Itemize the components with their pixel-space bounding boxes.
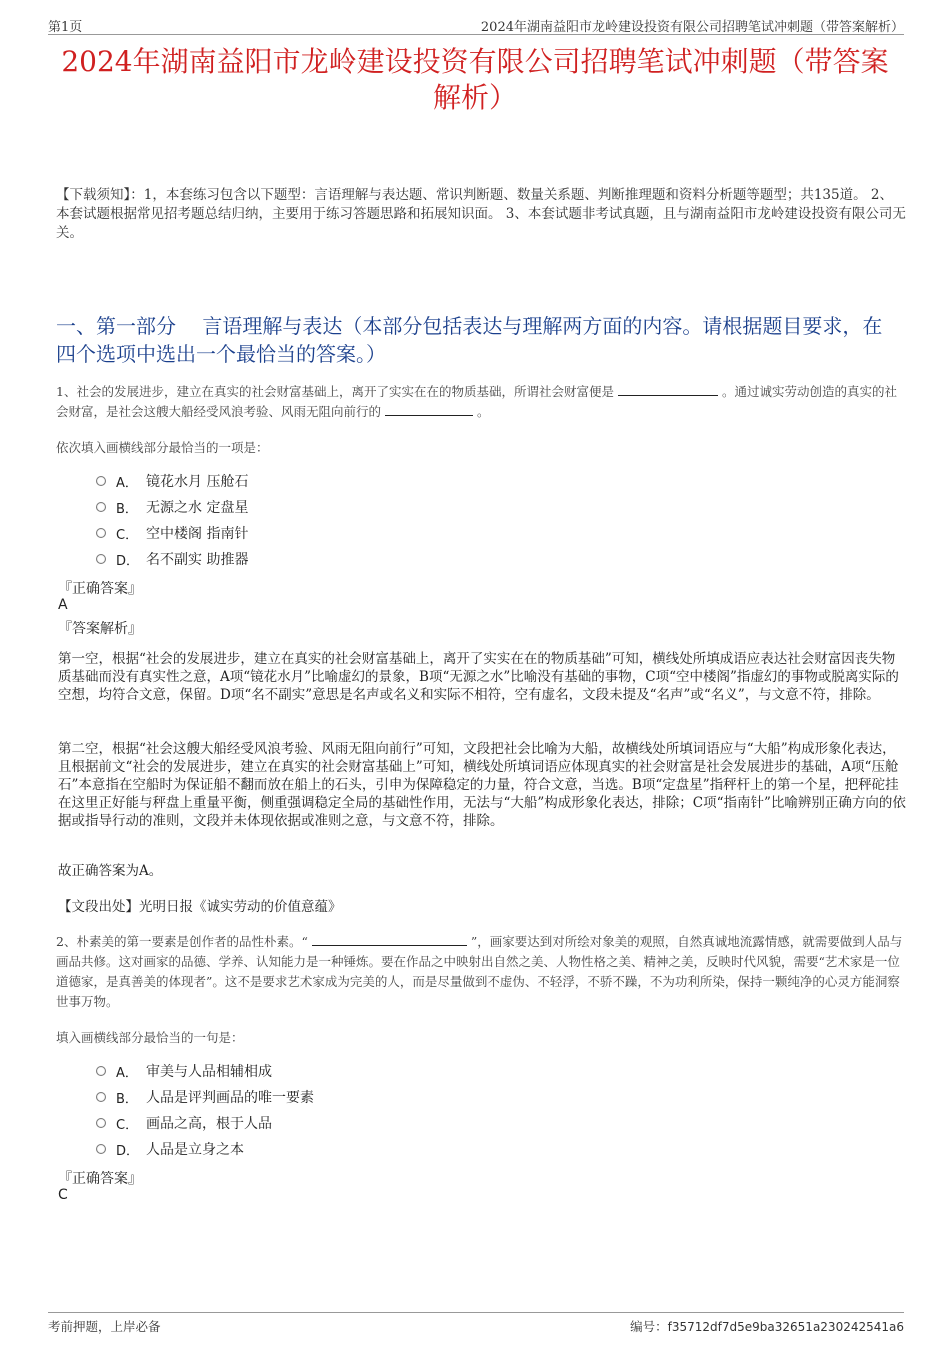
page-title: 2024年湖南益阳市龙岭建设投资有限公司招聘笔试冲刺题（带答案解析） (61, 45, 889, 114)
radio-icon[interactable] (96, 1144, 106, 1154)
option-b[interactable] (96, 1084, 314, 1110)
answer-label: 『正确答案』 (58, 581, 142, 597)
code-value: f35712df7d5e9ba32651a230242541a6 (667, 1320, 904, 1334)
conclusion: 故正确答案为A。 (58, 863, 163, 879)
source-citation: 【文段出处】光明日报《诚实劳动的价值意蕴》 (58, 899, 342, 915)
fill-blank (385, 403, 473, 416)
page-number: 第1页 (48, 20, 83, 35)
fill-blank (618, 383, 718, 396)
option-text: 名不副实 助推器 (146, 552, 249, 568)
question-2-text-b: ”，画家要达到对所绘对象美的观照，自然真诚地流露情感，就需要做到人品与画品共修。这对画家的品德、学养、认知能力是一种锤炼。要在作品之中映射出自然之美、人物性格之美、精神之美，反映时代风貌，需要“艺术家是一位道德家，是真善美的体现者”。这不是要求艺术家成为完美的人，而是尽量做到不虚伪、不轻浮，不骄不躁，不为功利所染，保持一颗纯净的心灵方能洞察世事万物。 (56, 934, 903, 1009)
question-1-text-a: 1、社会的发展进步，建立在真实的社会财富基础上，离开了实实在在的物质基础，所谓社会财富便是 (56, 384, 614, 399)
question-2-text-a: 2、朴素美的第一要素是创作者的品性朴素。“ (56, 934, 308, 949)
option-text: 人品是立身之本 (146, 1142, 244, 1158)
option-text: 画品之高，根于人品 (146, 1116, 272, 1132)
question-1-text-c: 。 (476, 404, 490, 419)
radio-icon[interactable] (96, 1118, 106, 1128)
option-text: 空中楼阁 指南针 (146, 526, 249, 542)
page-footer (48, 1312, 904, 1335)
page-header (48, 14, 904, 35)
option-a[interactable] (96, 468, 248, 494)
option-d[interactable] (96, 1136, 314, 1162)
fill-blank (312, 933, 467, 946)
radio-icon[interactable] (96, 502, 106, 512)
option-d[interactable] (96, 546, 248, 572)
option-letter: D． (116, 553, 140, 569)
option-letter: C． (116, 527, 139, 543)
option-a[interactable] (96, 1058, 314, 1084)
option-letter: B． (116, 501, 138, 517)
question-1-options (96, 468, 248, 572)
footer-code (630, 1317, 904, 1335)
question-2-stem (56, 932, 906, 1012)
download-notice: 【下载须知】：1，本套练习包含以下题型：言语理解与表达题、常识判断题、数量关系题、判断推理题和资料分析题等题型；共135道。 2、本套试题根据常见招考题总结归纳，主要用于练习答题思路和拓展知识面。 3、本套试题非考试真题，且与湖南益阳市龙岭建设投资有限公司无关。 (56, 187, 906, 241)
question-1-prompt: 依次填入画横线部分最恰当的一项是： (56, 440, 269, 455)
answer-label: 『正确答案』 (58, 1171, 142, 1187)
option-letter: A． (116, 475, 138, 491)
question-1-text-b: 。通过诚实劳动创造的真实的社会财富，是社会这艘大船经受风浪考验、风雨无阻向前行的 (56, 384, 897, 419)
option-c[interactable] (96, 520, 248, 546)
section-heading: 一、第一部分 言语理解与表达（本部分包括表达与理解两方面的内容。请根据题目要求，在四个选项中选出一个最恰当的答案。） (56, 314, 883, 366)
radio-icon[interactable] (96, 528, 106, 538)
option-text: 无源之水 定盘星 (146, 500, 249, 516)
analysis-paragraph-1: 第一空，根据“社会的发展进步，建立在真实的社会财富基础上，离开了实实在在的物质基础”可知，横线处所填成语应表达社会财富因丧失物质基础而没有真实性之意，A项“镜花水月”比喻虚幻的景象，B项“无源之水”比喻没有基础的事物，C项“空中楼阁”指虚幻的事物或脱离实际的空想，均符合文意，保留。D项“名不副实”意思是名声或名义和实际不相符，空有虚名，文段未提及“名声”或“名义”，与文意不符，排除。 (58, 651, 899, 703)
code-label: 编号： (630, 1319, 668, 1334)
answer-value: C (58, 1187, 68, 1203)
header-doc-title: 2024年湖南益阳市龙岭建设投资有限公司招聘笔试冲刺题（带答案解析） (480, 20, 904, 35)
analysis-label: 『答案解析』 (58, 621, 142, 637)
option-b[interactable] (96, 494, 248, 520)
question-1-stem (56, 382, 906, 422)
option-letter: B． (116, 1091, 138, 1107)
option-letter: A． (116, 1065, 138, 1081)
analysis-paragraph-2: 第二空，根据“社会这艘大船经受风浪考验、风雨无阻向前行”可知，文段把社会比喻为大船，故横线处所填词语应与“大船”构成形象化表达，且根据前文“社会的发展进步，建立在真实的社会财富基础上”可知，横线处所填词语应体现真实的社会财富是社会发展进步的基础，A项“压舱石”本意指在空船时为保证船不翻而放在船上的石头，引申为保障稳定的力量，符合文意，当选。B项“定盘星”指秤杆上的第一个星，把秤砣挂在这里正好能与秤盘上重量平衡，侧重强调稳定全局的基础性作用，无法与“大船”构成形象化表达，排除；C项“指南针”比喻辨别正确方向的依据或指导行动的准则，文段并未体现依据或准则之意，与文意不符，排除。 (58, 741, 906, 829)
radio-icon[interactable] (96, 1066, 106, 1076)
radio-icon[interactable] (96, 554, 106, 564)
radio-icon[interactable] (96, 1092, 106, 1102)
option-text: 人品是评判画品的唯一要素 (146, 1090, 314, 1106)
option-c[interactable] (96, 1110, 314, 1136)
option-letter: C． (116, 1117, 139, 1133)
radio-icon[interactable] (96, 476, 106, 486)
option-text: 镜花水月 压舱石 (146, 474, 249, 490)
question-2-prompt: 填入画横线部分最恰当的一句是： (56, 1030, 244, 1045)
answer-value: A (58, 597, 68, 613)
question-2-options (96, 1058, 314, 1162)
option-letter: D． (116, 1143, 140, 1159)
footer-slogan: 考前押题，上岸必备 (48, 1319, 161, 1334)
option-text: 审美与人品相辅相成 (146, 1064, 272, 1080)
